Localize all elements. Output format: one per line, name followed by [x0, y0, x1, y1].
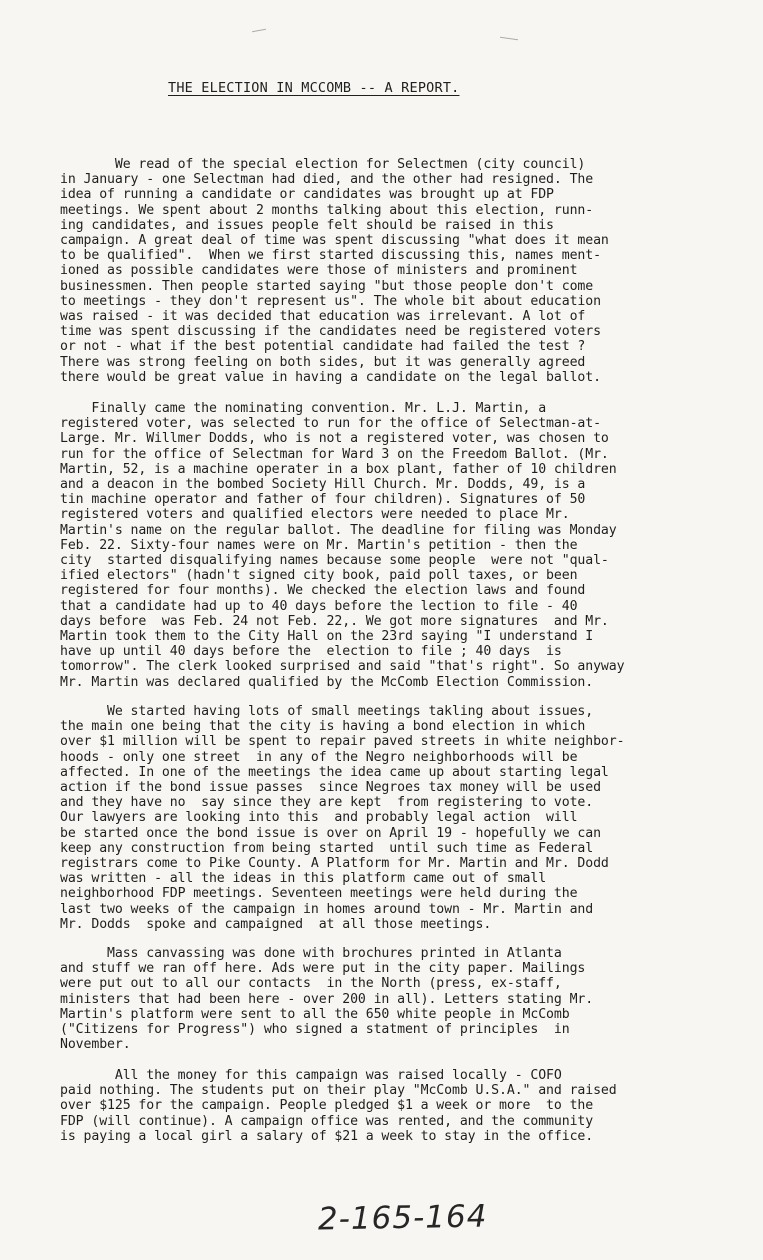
text-line: city started disqualifying names because some people were not "qual- — [60, 553, 609, 569]
text-line: and they have no say since they are kept from registering to vote. — [60, 795, 594, 811]
paragraph-meetings-and-issues — [60, 704, 624, 932]
text-line: time was spent discussing if the candidates need be registered voters — [60, 324, 601, 340]
text-line: There was strong feeling on both sides, but it was generally agreed — [60, 354, 586, 370]
text-line: or not - what if the best potential candidate had failed the test ? — [60, 339, 586, 355]
text-line: in January - one Selectman had died, and the other had resigned. The — [60, 172, 594, 188]
text-line: to be qualified". When we first started discussing this, names ment- — [60, 248, 601, 264]
text-line: the main one being that the city is having a bond election in which — [60, 719, 586, 735]
text-line: We read of the special election for Selectmen (city council) — [60, 157, 586, 172]
text-line: be started once the bond issue is over on April 19 - hopefully we can — [60, 825, 601, 841]
text-line: meetings. We spent about 2 months talking about this election, runn- — [60, 202, 594, 218]
text-line: All the money for this campaign was raised locally - COFO — [60, 1068, 562, 1083]
text-line: We started having lots of small meetings takling about issues, — [60, 704, 594, 719]
text-line: last two weeks of the campaign in homes around town - Mr. Martin and — [60, 901, 594, 917]
text-line: ioned as possible candidates were those of ministers and prominent — [60, 263, 578, 279]
paragraph-canvassing — [60, 946, 593, 1052]
text-line: Our lawyers are looking into this and probably legal action will — [60, 810, 578, 826]
text-line: that a candidate had up to 40 days before the lection to file - 40 — [60, 598, 578, 614]
text-line: paid nothing. The students put on their play "McComb U.S.A." and raised — [60, 1083, 617, 1099]
handwritten-document-number: 2-165-164 — [317, 1198, 488, 1238]
document-title: THE ELECTION IN MCCOMB -- A REPORT. — [168, 80, 460, 96]
text-line: tin machine operator and father of four children). Signatures of 50 — [60, 492, 586, 508]
text-line: run for the office of Selectman for Ward 3 on the Freedom Ballot. (Mr. — [60, 446, 609, 462]
text-line: Martin's name on the regular ballot. The deadline for filing was Monday — [60, 522, 617, 538]
text-line: there would be great value in having a candidate on the legal ballot. — [60, 369, 601, 385]
paragraph-nominating-convention — [60, 401, 624, 690]
text-line: Martin took them to the City Hall on the 23rd saying "I understand I — [60, 629, 594, 645]
text-line: idea of running a candidate or candidates was brought up at FDP — [60, 187, 554, 203]
text-line: businessmen. Then people started saying "but those people don't come — [60, 278, 594, 294]
text-line: Mass canvassing was done with brochures printed in Atlanta — [60, 946, 562, 961]
paragraph-campaign-funding — [60, 1068, 617, 1144]
text-line: have up until 40 days before the election to file ; 40 days is — [60, 644, 562, 660]
text-line: November. — [60, 1037, 131, 1053]
text-line: affected. In one of the meetings the idea came up about starting legal — [60, 764, 609, 780]
text-line: registered for four months). We checked the election laws and found — [60, 583, 586, 599]
text-line: Feb. 22. Sixty-four names were on Mr. Martin's petition - then the — [60, 537, 578, 553]
text-line: were put out to all our contacts in the North (press, ex-staff, — [60, 976, 562, 992]
text-line: registered voter, was selected to run for the office of Selectman-at- — [60, 416, 601, 432]
text-line: over $125 for the campaign. People pledged $1 a week or more to the — [60, 1098, 594, 1114]
text-line: over $1 million will be spent to repair paved streets in white neighbor- — [60, 734, 625, 750]
text-line: Large. Mr. Willmer Dodds, who is not a registered voter, was chosen to — [60, 431, 609, 447]
text-line: tomorrow". The clerk looked surprised and said "that's right". So anyway — [60, 659, 625, 675]
text-line: and stuff we ran off here. Ads were put in the city paper. Mailings — [60, 961, 586, 977]
text-line: days before was Feb. 24 not Feb. 22,. We got more signatures and Mr. — [60, 613, 609, 629]
text-line: ("Citizens for Progress") who signed a statment of principles in — [60, 1022, 570, 1038]
text-line: Martin, 52, is a machine operater in a box plant, father of 10 children — [60, 461, 617, 477]
margin-mark — [500, 37, 518, 40]
text-line: and a deacon in the bombed Society Hill Church. Mr. Dodds, 49, is a — [60, 477, 586, 493]
text-line: Finally came the nominating convention. Mr. L.J. Martin, a — [60, 401, 547, 416]
text-line: FDP (will continue). A campaign office was rented, and the community — [60, 1113, 594, 1129]
text-line: Mr. Martin was declared qualified by the McComb Election Commission. — [60, 674, 594, 690]
text-line: was written - all the ideas in this platform came out of small — [60, 871, 547, 887]
text-line: registrars come to Pike County. A Platform for Mr. Martin and Mr. Dodd — [60, 856, 609, 872]
text-line: ministers that had been here - over 200 in all). Letters stating Mr. — [60, 991, 594, 1007]
text-line: action if the bond issue passes since Negroes tax money will be used — [60, 780, 601, 796]
text-line: hoods - only one street in any of the Negro neighborhoods will be — [60, 749, 578, 765]
text-line: campaign. A great deal of time was spent discussing "what does it mean — [60, 233, 609, 249]
text-line: keep any construction from being started until such time as Federal — [60, 840, 594, 856]
text-line: Martin's platform were sent to all the 650 white people in McComb — [60, 1006, 570, 1022]
text-line: ing candidates, and issues people felt should be raised in this — [60, 217, 554, 233]
margin-mark — [252, 29, 266, 32]
text-line: registered voters and qualified electors were needed to place Mr. — [60, 507, 570, 523]
text-line: is paying a local girl a salary of $21 a week to stay in the office. — [60, 1128, 594, 1144]
text-line: Mr. Dodds spoke and campaigned at all those meetings. — [60, 916, 492, 932]
text-line: was raised - it was decided that education was irrelevant. A lot of — [60, 309, 586, 325]
paragraph-election-background — [60, 157, 609, 385]
text-line: to meetings - they don't represent us". The whole bit about education — [60, 293, 601, 309]
text-line: ified electors" (hadn't signed city book, paid poll taxes, or been — [60, 568, 578, 584]
text-line: neighborhood FDP meetings. Seventeen meetings were held during the — [60, 886, 578, 902]
